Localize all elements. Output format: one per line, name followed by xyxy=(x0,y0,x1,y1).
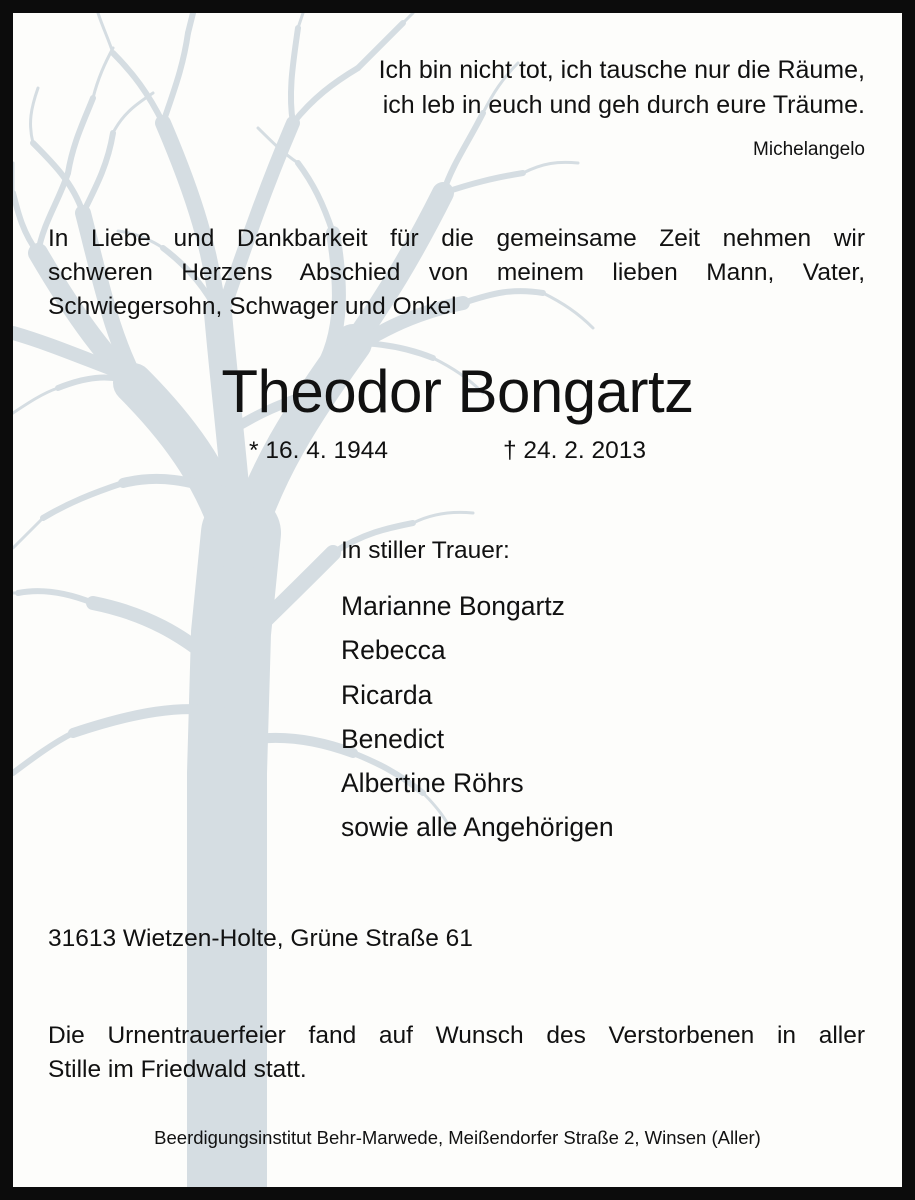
intro-line: schweren Herzens Abschied von meinem lieben Mann, Vater, xyxy=(48,259,865,286)
ceremony-line: Stille im Friedwald statt. xyxy=(48,1056,307,1083)
mourner-name: Marianne Bongartz xyxy=(341,591,565,621)
family-address: 31613 Wietzen-Holte, Grüne Straße 61 xyxy=(48,925,473,952)
ceremony-note xyxy=(48,1019,865,1087)
death-date: † 24. 2. 2013 xyxy=(503,437,647,464)
mourning-label: In stiller Trauer: xyxy=(341,537,510,564)
deceased-name: Theodor Bongartz xyxy=(221,358,694,425)
quote-author: Michelangelo xyxy=(753,139,865,160)
birth-date: * 16. 4. 1944 xyxy=(249,437,388,464)
mourner-name: Ricarda xyxy=(341,679,433,710)
quote-line: Ich bin nicht tot, ich tausche nur die Räume, xyxy=(378,56,865,84)
ceremony-line: Die Urnentrauerfeier fand auf Wunsch des Verstorbenen in aller xyxy=(48,1022,865,1049)
intro-text xyxy=(48,222,865,324)
mourner-name: Benedict xyxy=(341,723,445,754)
quote xyxy=(379,53,865,123)
mourners-list xyxy=(341,584,614,850)
funeral-home: Beerdigungsinstitut Behr-Marwede, Meißendorfer Straße 2, Winsen (Aller) xyxy=(154,1127,761,1148)
quote-line: ich leb in euch und geh durch eure Träume. xyxy=(382,91,865,119)
mourner-name: sowie alle Angehörigen xyxy=(341,812,614,843)
notice-content xyxy=(13,13,902,1187)
intro-line: In Liebe und Dankbarkeit für die gemeinsame Zeit nehmen wir xyxy=(48,225,865,252)
mourner-name: Albertine Röhrs xyxy=(341,768,524,799)
mourner-name: Rebecca xyxy=(341,635,446,666)
intro-line: Schwiegersohn, Schwager und Onkel xyxy=(48,293,457,320)
